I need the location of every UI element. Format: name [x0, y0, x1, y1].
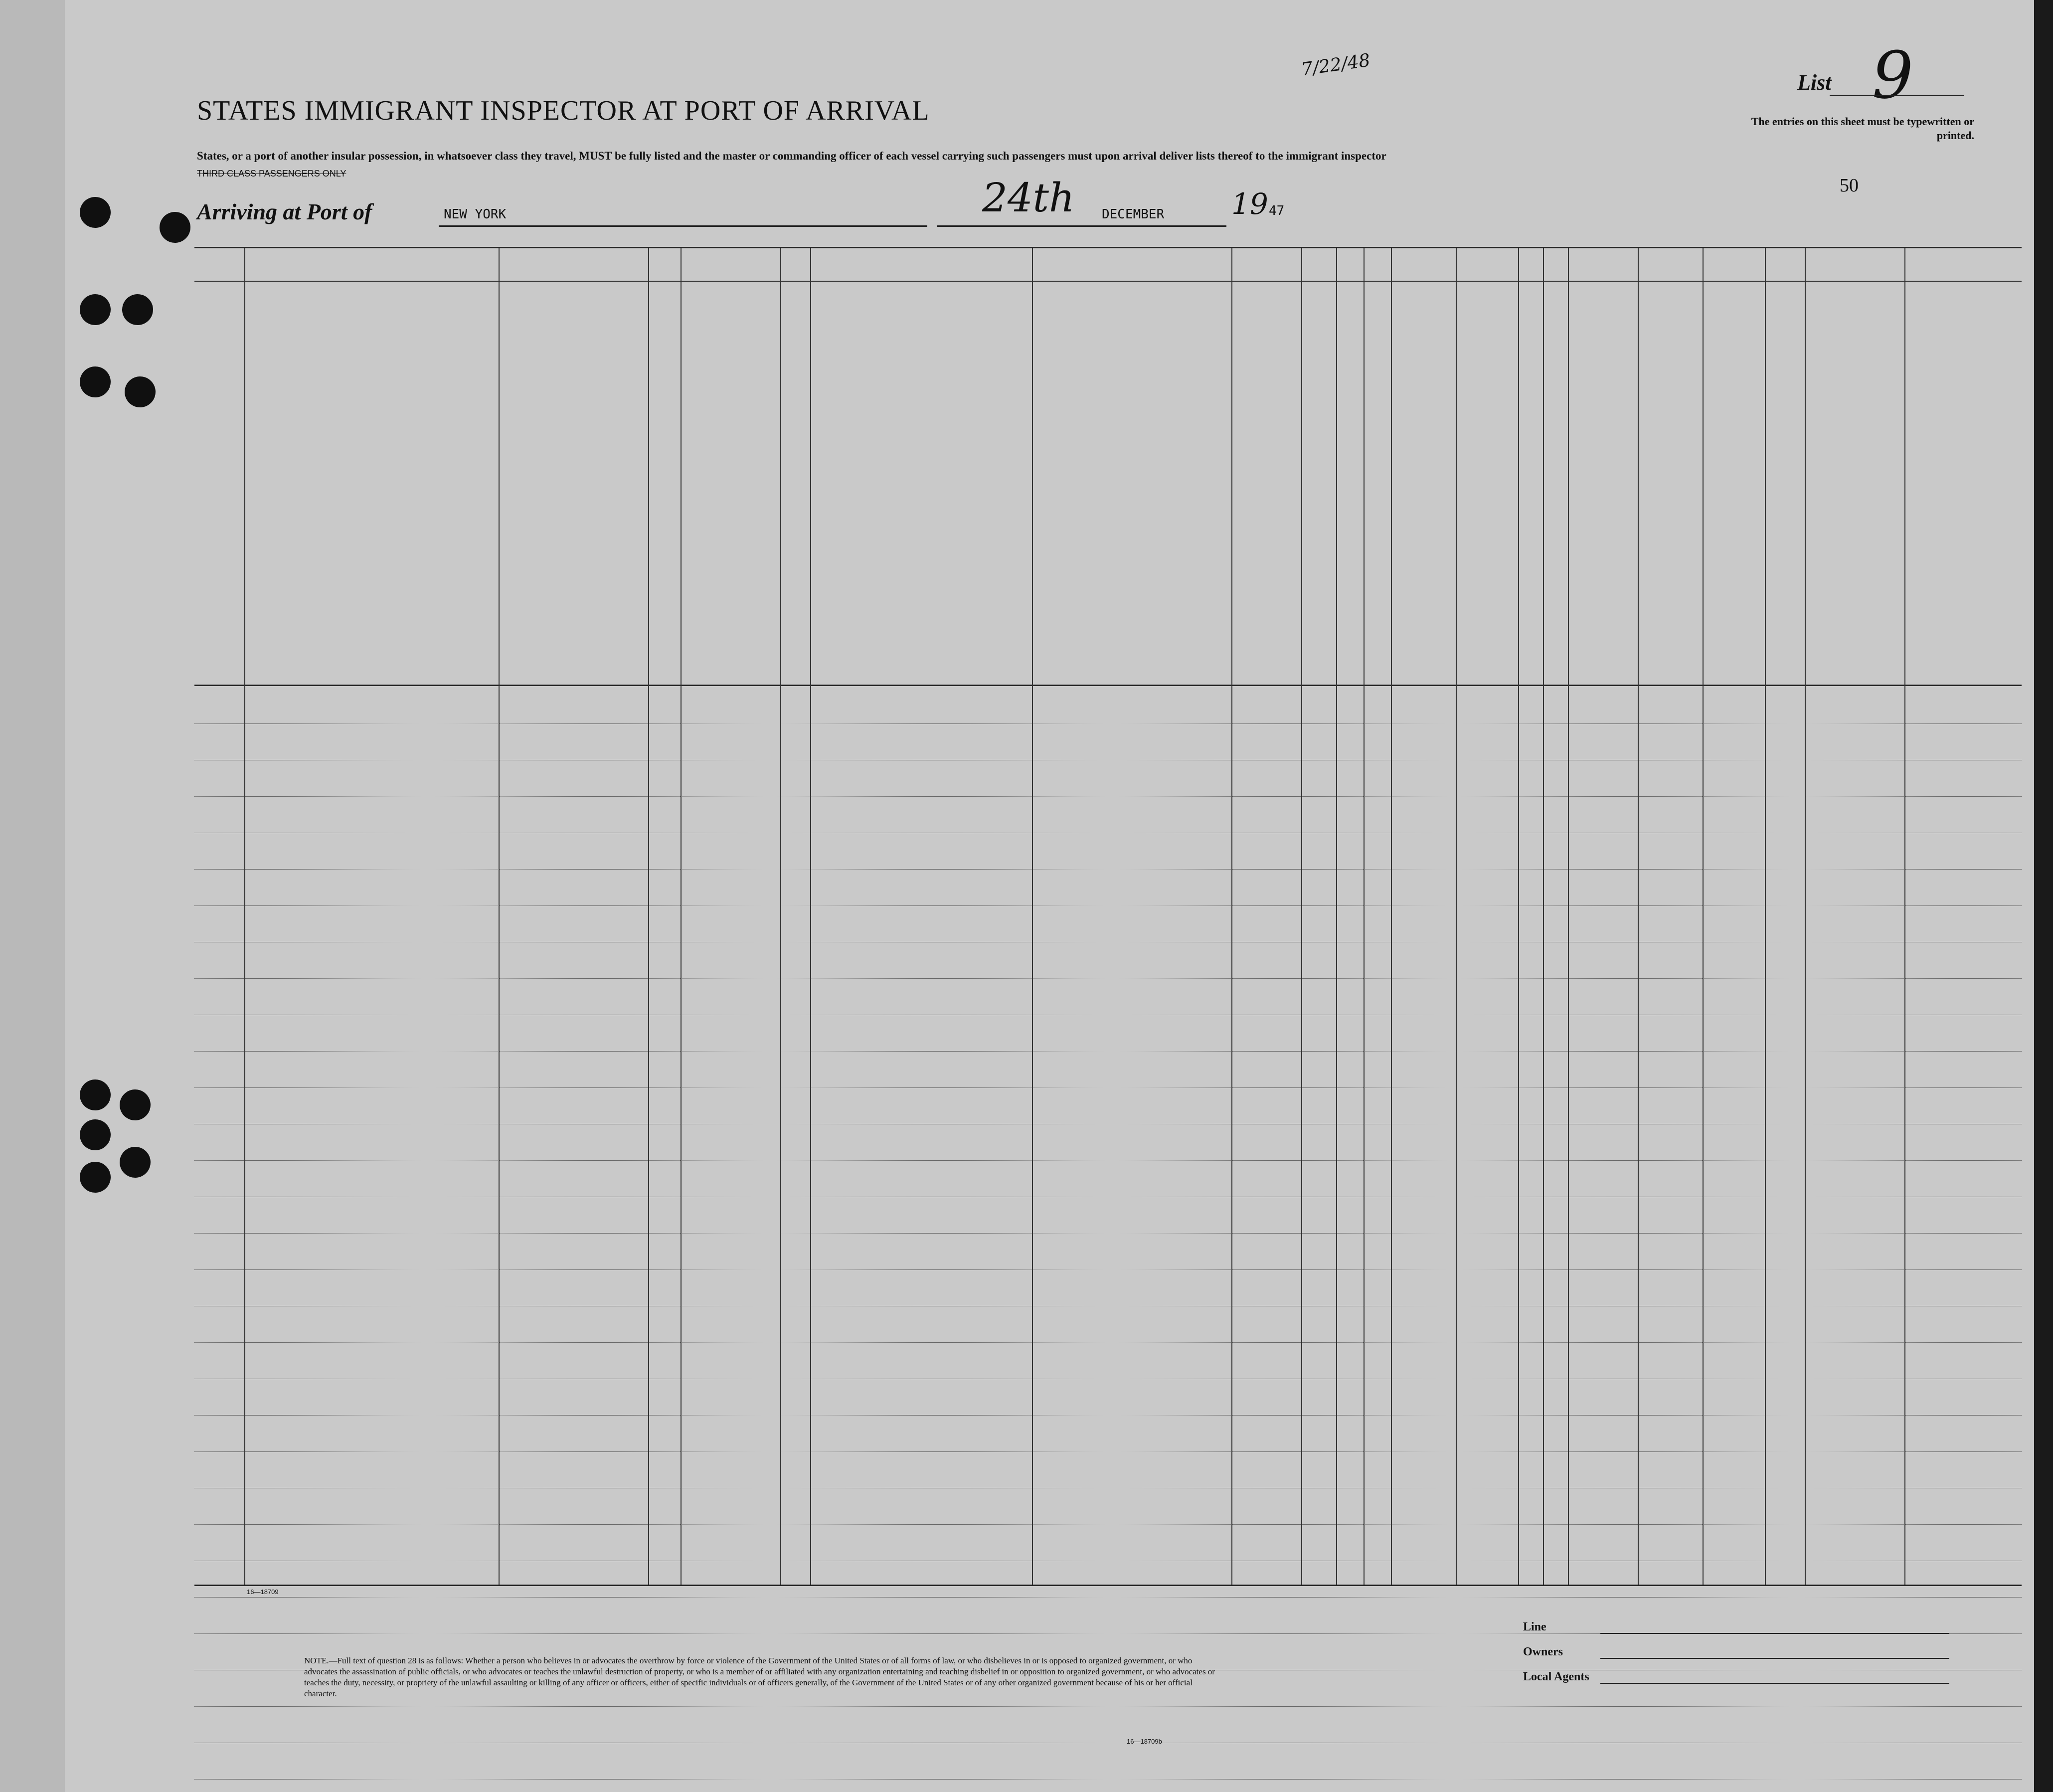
column-rule	[1456, 248, 1457, 1585]
list-line	[1830, 95, 1964, 96]
day-line	[937, 225, 1226, 227]
manifest-table	[194, 247, 2022, 1586]
binding-hole	[73, 360, 117, 403]
arriving-label: Arriving at Port of	[197, 199, 372, 224]
owners-label: Owners	[1523, 1645, 1563, 1658]
column-rule	[1301, 248, 1302, 1585]
column-rule	[780, 248, 781, 1585]
column-rule	[1765, 248, 1766, 1585]
table-row	[194, 869, 2022, 904]
binding-hole	[73, 1155, 117, 1199]
column-rule	[1543, 248, 1544, 1585]
port-name: NEW YORK	[444, 207, 507, 222]
column-header-row	[194, 281, 2022, 686]
table-row	[194, 1160, 2022, 1196]
binding-spine	[0, 0, 65, 1792]
table-row	[194, 760, 2022, 795]
table-row	[194, 1306, 2022, 1341]
binding-hole	[118, 370, 162, 413]
table-row	[194, 1597, 2022, 1632]
year-prefix: 19	[1231, 187, 1268, 221]
table-row	[194, 942, 2022, 977]
column-rule	[1904, 248, 1905, 1585]
table-row	[194, 1561, 2022, 1596]
table-row	[194, 978, 2022, 1014]
table-row	[194, 1269, 2022, 1305]
handwritten-date: 7/22/48	[1300, 50, 1371, 80]
list-number: 9	[1872, 37, 1913, 113]
column-rule	[1231, 248, 1232, 1585]
table-row	[194, 687, 2022, 722]
table-row	[194, 1233, 2022, 1268]
table-row	[194, 1379, 2022, 1414]
footnote: NOTE.—Full text of question 28 is as follows: Whether a person who believes in or advocates the overthrow by force or violence of the Government of the United States or of all forms of law, or who disbelieves in or is opposed to organized government, or who advocates the assassination of public officials, or who advocates or teaches the unlawful destruction of property, or who is a member of or affiliated with any organization entertaining and teaching disbelief in or opposition to organized government, or who advocates or teaches the duty, necessity, or propriety of the unlawful assaulting or killing of any officer or officers, either of specific individuals or of officers generally, of the Government of the United States or of any other organized government because of his or her official character.	[304, 1656, 1215, 1698]
table-row	[194, 1524, 2022, 1560]
column-rule	[244, 248, 245, 1585]
arrival-month: DECEMBER	[1102, 207, 1165, 222]
column-number-row	[194, 248, 2022, 282]
table-row	[194, 1124, 2022, 1159]
list-note: The entries on this sheet must be typewritten or printed.	[1751, 115, 1974, 142]
table-row	[194, 1488, 2022, 1523]
list-label: List	[1797, 70, 1832, 95]
table-row	[194, 796, 2022, 832]
table-row	[194, 905, 2022, 941]
binding-hole	[73, 1113, 117, 1156]
column-rule	[1638, 248, 1639, 1585]
column-rule	[1805, 248, 1806, 1585]
port-line	[439, 225, 927, 227]
arrival-day: 24th	[982, 175, 1075, 221]
line-field	[1600, 1633, 1949, 1634]
table-row	[194, 1743, 2022, 1778]
table-row	[194, 833, 2022, 868]
table-row	[194, 1706, 2022, 1742]
header-instructions: States, or a port of another insular possession, in whatsoever class they travel, MUST be fully listed and the master or commanding officer of each vessel carrying such passengers must upon arrival deliver lists thereof to the immigrant inspector	[197, 150, 1386, 162]
owners-field	[1600, 1658, 1949, 1659]
table-row	[194, 1451, 2022, 1487]
column-rule	[1391, 248, 1392, 1585]
table-row	[194, 1415, 2022, 1450]
binding-hole	[116, 288, 159, 331]
binding-hole	[73, 288, 117, 331]
form-ref: 16—18709	[247, 1588, 279, 1596]
table-row	[194, 1015, 2022, 1050]
year-suffix: 47	[1269, 203, 1285, 218]
column-rule	[810, 248, 811, 1585]
binding-hole	[113, 1140, 157, 1184]
binding-hole	[73, 190, 117, 234]
column-rule	[1518, 248, 1519, 1585]
table-row	[194, 1051, 2022, 1086]
struck-class-line: THIRD CLASS PASSENGERS ONLY	[197, 169, 346, 179]
agents-field	[1600, 1683, 1949, 1684]
table-row	[194, 1197, 2022, 1232]
agents-label: Local Agents	[1523, 1670, 1589, 1683]
line-label: Line	[1523, 1620, 1546, 1633]
binding-hole	[113, 1083, 157, 1126]
row-rule	[194, 1779, 2022, 1780]
table-row	[194, 1087, 2022, 1123]
column-rule	[681, 248, 682, 1585]
column-rule	[1568, 248, 1569, 1585]
column-rule	[1703, 248, 1704, 1585]
column-rule	[1032, 248, 1033, 1585]
table-row	[194, 723, 2022, 759]
column-rule	[1336, 248, 1337, 1585]
form-ref-b: 16—18709b	[1127, 1738, 1162, 1745]
table-row	[194, 1342, 2022, 1378]
page-title: STATES IMMIGRANT INSPECTOR AT PORT OF ARRIVAL	[197, 95, 930, 126]
column-rule	[648, 248, 649, 1585]
column-rule	[499, 248, 500, 1585]
binding-hole	[153, 205, 196, 249]
column-rule	[1364, 248, 1365, 1585]
page-reference: 50	[1840, 175, 1859, 196]
binding-hole	[73, 1073, 117, 1116]
